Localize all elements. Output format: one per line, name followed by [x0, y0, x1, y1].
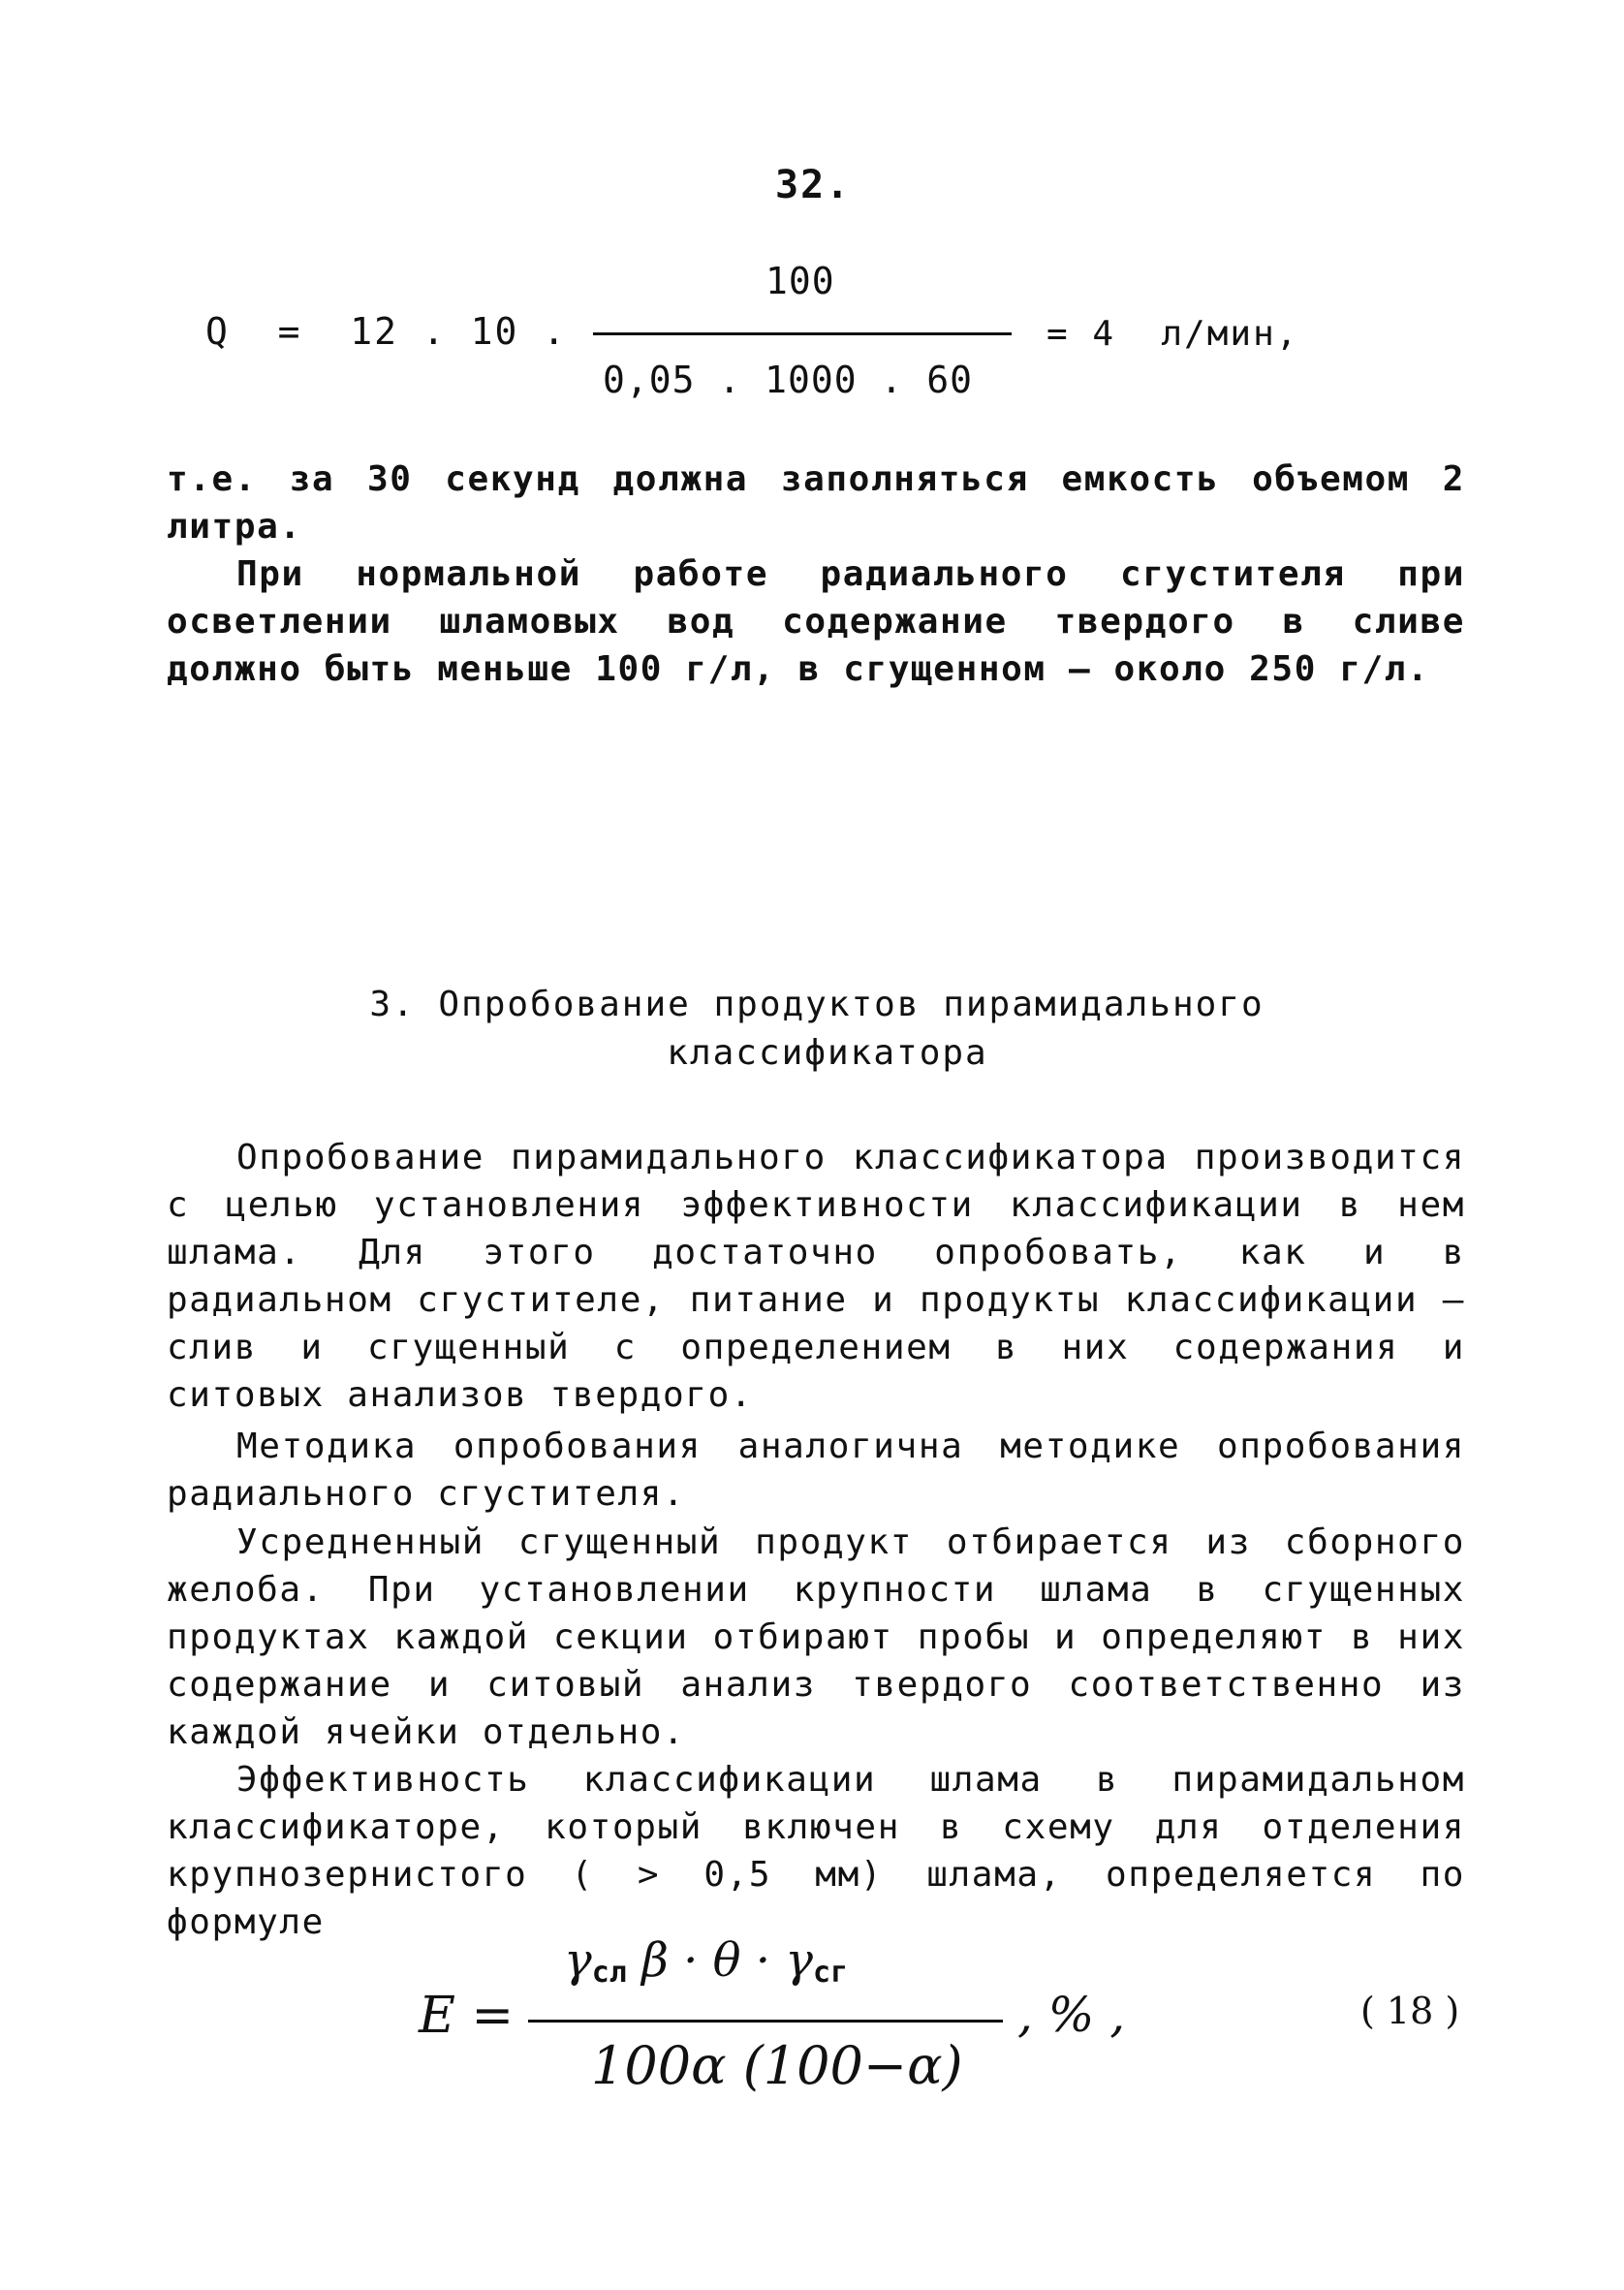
- formula-e-gamma: γ: [564, 1933, 592, 1988]
- formula-q-denominator: 0,05 . 1000 . 60: [603, 359, 974, 401]
- formula-q-result: = 4 л/мин,: [1046, 314, 1299, 354]
- paragraph-thickened-product-text: Усредненный сгущенный продукт отбирается из сборного желоба. При установлении крупности шлама в сгущенных продуктах каждой секции отбирают пробы и определяют в них содержание и ситовый анализ твердого соответственно из каждой ячейки отдельно.: [167, 1522, 1465, 1752]
- formula-q-numerator: 100: [765, 260, 835, 302]
- formula-e-num-rest: β · θ · γ: [626, 1933, 813, 1988]
- paragraph-efficiency-text: Эффективность классификации шлама в пирамидальном классификаторе, который включен в схему для отделения крупнозернистого ( > 0,5 мм) шлама, определяется по формуле: [167, 1760, 1465, 1942]
- paragraph-volume-note: т.е. за 30 секунд должна заполняться емкость объемом 2 литра.: [167, 459, 1465, 547]
- equation-number: ( 18 ): [1360, 1990, 1460, 2032]
- paragraph-methodology: [167, 1423, 1465, 1518]
- formula-e-sub-sg: сг: [812, 1956, 849, 1990]
- formula-q-fraction-bar: [593, 332, 1012, 335]
- paragraph-sampling-purpose: [167, 1134, 1465, 1419]
- page-number: 32.: [775, 163, 852, 207]
- paragraph-thickened-product: [167, 1519, 1465, 1756]
- section-heading: [0, 981, 1624, 1078]
- formula-e-fraction-bar: [528, 2020, 1003, 2023]
- paragraph-normal-operation: [167, 550, 1465, 693]
- formula-e-numerator: [564, 1933, 848, 1990]
- paragraph-methodology-text: Методика опробования аналогична методике опробования радиального сгустителя.: [167, 1427, 1465, 1514]
- section-heading-line2: классификатора: [667, 1033, 988, 1073]
- formula-e-unit: , % ,: [1017, 1987, 1126, 2043]
- paragraph-normal-operation-text: При нормальной работе радиального сгустителя при осветлении шламовых вод содержание твердого в сливе должно быть меньше 100 г/л, в сгущенном – около 250 г/л.: [167, 554, 1465, 689]
- paragraph-sampling-purpose-text: Опробование пирамидального классификатора производится с целью установления эффективности классификации в нем шлама. Для этого достаточно опробовать, как и в радиальном сгустителе, питание и продукты классификации – слив и сгущенный с определением в них содержания и ситовых анализов твердого.: [167, 1138, 1465, 1415]
- formula-e-sub-sl: сл: [591, 1956, 627, 1990]
- formula-q-lhs: Q = 12 . 10 .: [205, 310, 568, 353]
- section-heading-line1: 3. Опробование продуктов пирамидального: [369, 985, 1265, 1024]
- paragraph-efficiency: [167, 1756, 1465, 1946]
- formula-e-lhs: E =: [419, 1987, 515, 2045]
- formula-e-denominator: 100α (100−α): [591, 2035, 963, 2096]
